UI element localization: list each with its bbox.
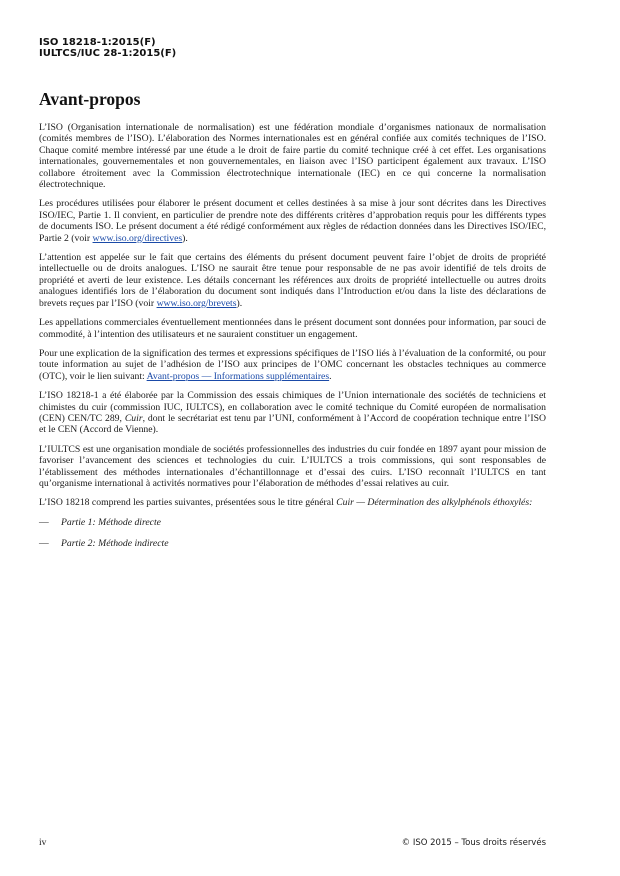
supplementary-info-link[interactable]: Avant-propos — Informations supplémentaires bbox=[146, 370, 330, 382]
paragraph-parts-text: L’ISO 18218 comprend les parties suivantes, présentées sous le titre général bbox=[39, 497, 337, 509]
doc-id-iultcs: IULTCS/IUC 28-1:2015(F) bbox=[39, 48, 177, 59]
paragraph-conformity bbox=[39, 348, 546, 382]
list-item-text: Partie 2: Méthode indirecte bbox=[61, 538, 169, 550]
list-item bbox=[39, 517, 546, 528]
paragraph-trade-names: Les appellations commerciales éventuellement mentionnées dans le présent document sont données pour information, par souci de commodité, à l’intention des utilisateurs et ne sauraient constituer un engagement. bbox=[39, 317, 546, 340]
list-dash: — bbox=[39, 538, 49, 550]
list-item bbox=[39, 538, 546, 549]
list-item-text: Partie 1: Méthode directe bbox=[61, 516, 161, 528]
copyright-notice: © ISO 2015 – Tous droits réservés bbox=[401, 838, 546, 848]
paragraph-prepared-by-text: L’ISO 18218-1 a été élaborée par la Commission des essais chimiques de l’Union internationale des sociétés de techniciens et chimistes du cuir (commission IUC, IULTCS), en collaboration avec le comité technique du Comité européen de normalisation (CEN) CEN/TC 289, bbox=[39, 390, 546, 424]
paragraph-iultcs: L’IULTCS est une organisation mondiale de sociétés professionnelles des industries du cuir fondée en 1897 ayant pour mission de favoriser l’avancement des sciences et technologies du cuir. L’IULTCS a trois commissions, qui sont responsables de l’établissement des méthodes internationales d’échantillonnage et d’essai des cuirs. L’ISO reconnaît l’IULTCS en tant qu’organisme international à activités normatives pour l’élaboration de méthodes d’essai relatives au cuir. bbox=[39, 443, 546, 489]
foreword-body bbox=[39, 122, 546, 560]
page-number: iv bbox=[39, 838, 47, 848]
section-title: Avant-propos bbox=[39, 89, 141, 109]
general-title-italic: Cuir — Détermination des alkylphénols éthoxylés: bbox=[336, 497, 533, 509]
list-dash: — bbox=[39, 516, 49, 528]
paragraph-procedures-end: ). bbox=[182, 232, 188, 244]
parts-list bbox=[39, 517, 546, 550]
paragraph-procedures-text: Les procédures utilisées pour élaborer le présent document et celles destinées à sa mise à jour sont décrites dans les Directives ISO/IEC, Partie 1. Il convient, en particulier de prendre note des différents critères d’approbation requis pour les différents types de documents ISO. Le présent document a été rédigé conformément aux règles de rédaction données dans les Directives ISO/IEC, Partie 2 (voir bbox=[39, 198, 546, 244]
paragraph-prepared-by-end: , dont le secrétariat est tenu par l’UNI, conformément à l’Accord de coopération technique entre l’ISO et le CEN (Accord de Vienne). bbox=[39, 412, 546, 436]
directives-link[interactable]: www.iso.org/directives bbox=[92, 232, 183, 244]
doc-id-iso: ISO 18218-1:2015(F) bbox=[39, 37, 156, 48]
paragraph-conformity-text: Pour une explication de la signification des termes et expressions spécifiques de l’ISO liés à l’évaluation de la conformité, ou pour toute information au sujet de l’adhésion de l’ISO aux principes de l’OMC concernant les obstacles techniques au commerce (OTC), voir le lien suivant: bbox=[39, 347, 546, 382]
paragraph-patents-text: L’attention est appelée sur le fait que certains des éléments du présent document peuvent faire l’objet de droits de propriété intellectuelle ou de droits analogues. L’ISO ne saurait être tenue pour responsable de ne pas avoir identifié de tels droits de propriété et averti de leur existence. Les détails concernant les références aux droits de propriété intellectuelle ou autres droits analogues identifiés lors de l’élaboration du document sont indiqués dans l’Introduction et/ou dans la liste des déclarations de brevets reçues par l’ISO (voir bbox=[39, 252, 546, 309]
paragraph-patents-end: ). bbox=[236, 297, 243, 309]
patents-link[interactable]: www.iso.org/brevets bbox=[156, 297, 237, 309]
document-identifier bbox=[39, 37, 176, 59]
paragraph-patents bbox=[39, 252, 546, 309]
paragraph-parts bbox=[39, 497, 546, 508]
paragraph-procedures bbox=[39, 198, 546, 244]
paragraph-iso-intro: L’ISO (Organisation internationale de normalisation) est une fédération mondiale d’organismes nationaux de normalisation (comités membres de l’ISO). L’élaboration des Normes internationales est en général confiée aux comités techniques de l’ISO. Chaque comité membre intéressé par une étude a le droit de faire partie du comité technique créé à cet effet. Les organisations internationales, gouvernementales et non gouvernementales, en liaison avec l’ISO participent également aux travaux. L’ISO collabore étroitement avec la Commission électrotechnique internationale (IEC) en ce qui concerne la normalisation électrotechnique. bbox=[39, 122, 546, 191]
paragraph-conformity-end: . bbox=[329, 370, 332, 382]
paragraph-prepared-by bbox=[39, 390, 546, 436]
committee-title-italic: Cuir bbox=[124, 412, 143, 424]
